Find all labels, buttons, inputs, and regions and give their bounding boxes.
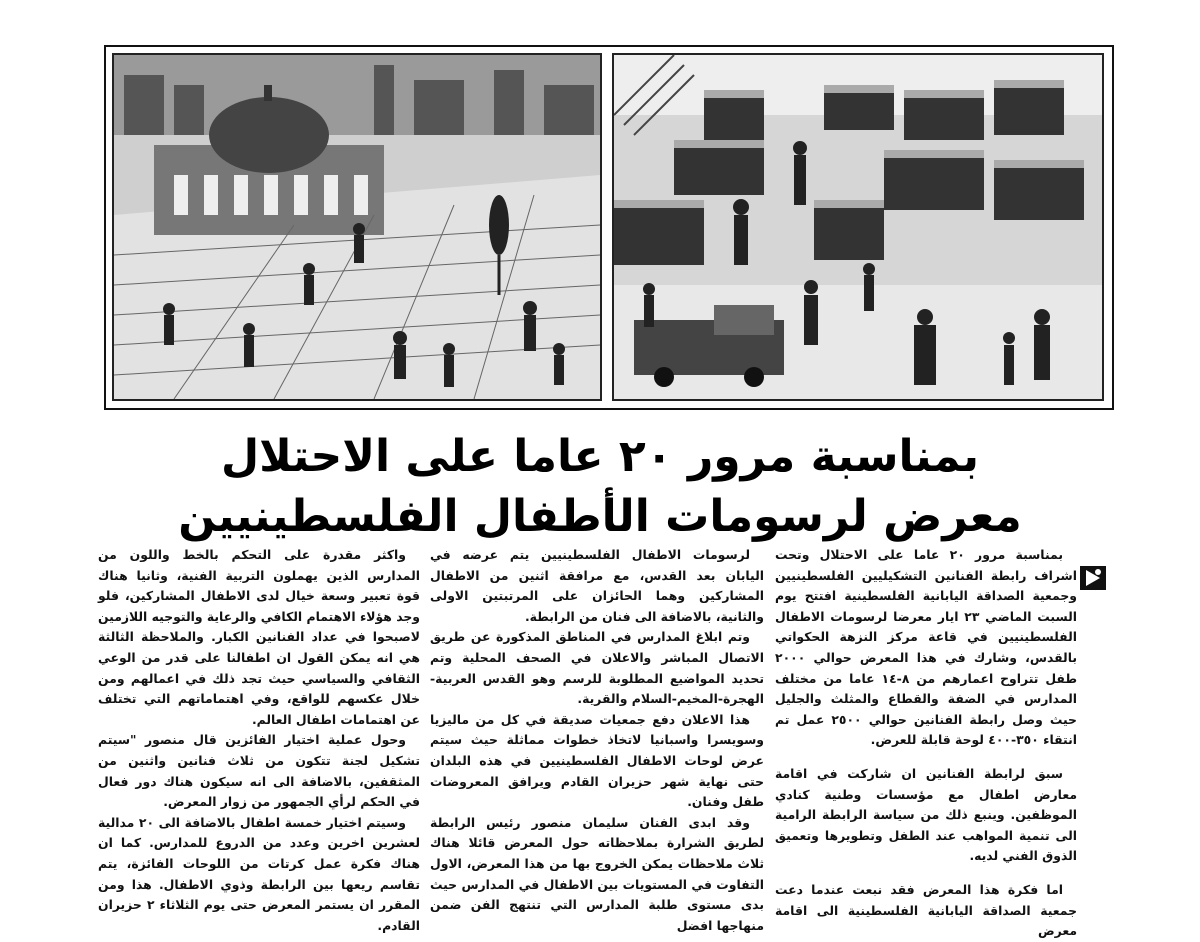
paragraph: وتم ابلاغ المدارس في المناطق المذكورة عن طريق الاتصال المباشر والاعلان في الصحف المحلية وتم تحديد المواضيع المطلوبة للرسم وهو القدس العربية-الهجرة-المخيم-السلام والقرية. <box>430 629 764 707</box>
paragraph: اما فكرة هذا المعرض فقد نبعت عندما دعت جمعية الصداقة اليابانية الفلسطينية الى اقامة معرض <box>775 881 1077 939</box>
drawing-dome-of-the-rock-icon <box>112 53 602 401</box>
headline-line-2: معرض لرسومات الأطفال الفلسطينيين <box>178 491 1022 542</box>
paragraph: لرسومات الاطفال الفلسطينيين يتم عرضه في اليابان بعد القدس، مع مرافقة اثنين من الاطفال المشاركين وهما الحائزان على المرتبتين الاولى والثانية، بالاضافة الى فنان من الرابطة. <box>430 547 764 624</box>
market-drawing <box>614 55 1102 399</box>
paragraph: وحول عملية اختيار الفائزين قال منصور "سيتم تشكيل لجنة تتكون من ثلاث فنانين واثنين من المثقفين، بالاضافة الى انه سيكون هناك دور فعال في الحكم لرأي الجمهور من زوار المعرض. <box>98 732 420 810</box>
paragraph: وسيتم اختيار خمسة اطفال بالاضافة الى ٢٠ مدالية لعشرين اخرين وعدد من الدروع للمدارس. كما ان هناك فكرة عمل كرتات من اللوحات الفائزة، يتم تقاسم ريعها بين الرابطة وذوي الاطفال. هذا ومن المقرر ان يستمر المعرض حتى يوم الثلاثاء ٢ حزيران القادم. <box>98 814 420 933</box>
dome-drawing <box>114 55 600 399</box>
headline-line-1: بمناسبة مرور ٢٠ عاما على الاحتلال <box>220 431 979 482</box>
article-column-1 <box>775 545 1115 942</box>
paragraph: هذا الاعلان دفع جمعيات صديقة في كل من ماليزيا وسويسرا واسبانيا لاتخاذ خطوات مماثلة حيث سيتم عرض لوحات الاطفال الفلسطينيين في هذه البلدان حتى نهاية شهر حزيران القادم ويرافق المعروضات طفل وفنان. <box>430 711 764 810</box>
paragraph: بمناسبة مرور ٢٠ عاما على الاحتلال وتحت اشراف رابطة الفنانين التشكيليين الفلسطينيين وجمعية الصداقة اليابانية الفلسطينية افتتح يوم السبت الماضي ٢٣ ايار معرضا لرسومات الاطفال الفلسطينيين في قاعة مركز النزهة الحكواتي بالقدس، وشارك في هذا المعرض حوالي ٢٠٠٠ طفل تتراوح اعمارهم من ٨-١٤ عاما من مختلف المدارس في الضفة والقطاع والمثلث والجليل حيث وصل رابطة الفنانين حوالي ٢٥٠٠ عمل تم انتقاء ٣٥٠-٤٠٠ لوحة قابلة للعرض. <box>775 547 1077 748</box>
paragraph: واكثر مقدرة على التحكم بالخط واللون من المدارس الذين يهملون التربية الفنية، وثانيا هناك قوة تعبير وسعة خيال لدى الاطفال المشاركين، فلو وجد هؤلاء الاهتمام الكافي والرعاية والتوجيه اللازمين لاصبحوا في عداد الفنانين الكبار. والملاحظة الثالثة هي انه يمكن القول ان اطفالنا على قدر من الوعي الثقافي والسياسي حيث تجد ذلك في اعمالهم ومن خلال عكسهم للواقع، وفي اهتماماتهم التي تختلف عن اهتمامات اطفال العالم. <box>97 547 420 727</box>
article-column-3 <box>98 545 420 936</box>
paragraph: سبق لرابطة الفنانين ان شاركت في اقامة معارض اطفال مع مؤسسات وطنية كنادي الموظفين. وينبع ذلك من سياسة الرابطة الرامية الى تنمية المواهب عند الطفل وتطويرها وتعميق الذوق الفني لديه. <box>775 765 1077 864</box>
photo-frame <box>104 45 1114 410</box>
drawing-marketplace-icon <box>612 53 1104 401</box>
paragraph: وقد ابدى الفنان سليمان منصور رئيس الرابطة لطريق الشرارة بملاحظاته حول المعرض قائلا هناك ثلاث ملاحظات يمكن الخروج بها من هذا المعرض، الاول التفاوت في المستويات بين الاطفال في المدارس حيث بدى مستوى طلبة المدارس التي تنتهج الفن ضمن منهاجها افضل <box>430 814 764 933</box>
article-column-2 <box>430 545 764 936</box>
